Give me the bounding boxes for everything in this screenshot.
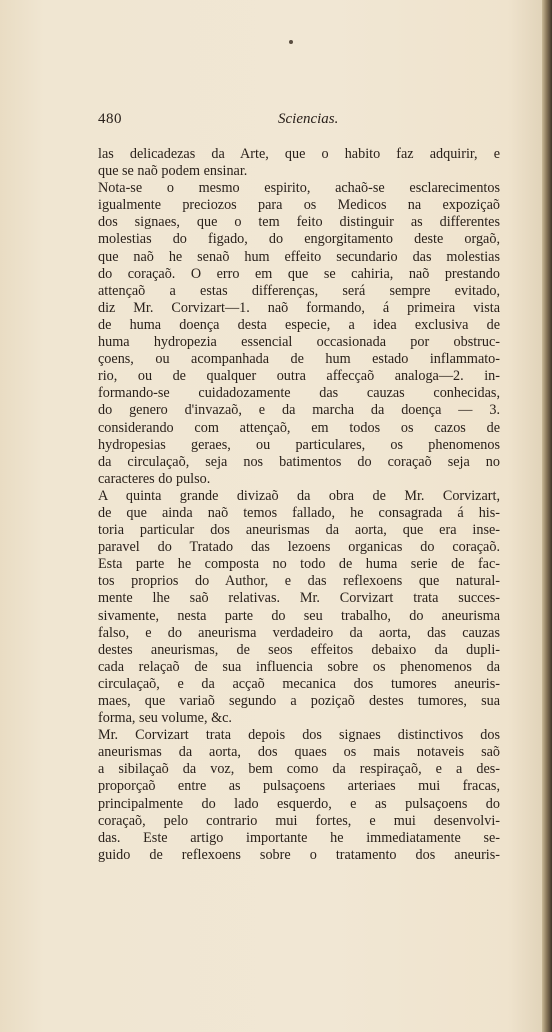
text-line: falso, e do aneurisma verdadeiro da aorta, das cauzas bbox=[98, 624, 500, 641]
text-line: considerando com attençaõ, em todos os cazos de bbox=[98, 419, 500, 436]
text-line: dos signaes, que o tem feito distinguir as differentes bbox=[98, 214, 500, 231]
text-line: las delicadezas da Arte, que o habito faz adquirir, e bbox=[98, 146, 500, 162]
text-line: proporçaõ entre as pulsaçoens arteriaes mui fracas, bbox=[98, 778, 500, 795]
text-line: sivamente, nesta parte do seu trabalho, do aneurisma bbox=[98, 607, 500, 624]
text-line: a sibilaçaõ da voz, bem como da respiraçaõ, e a des- bbox=[98, 761, 500, 778]
text-line: que naõ he senaõ hum effeito secundario das molestias bbox=[98, 248, 500, 265]
text-line: maes, que variaõ segundo a poziçaõ destes tumores, sua bbox=[98, 693, 500, 709]
page-header bbox=[98, 111, 498, 133]
text-line: hydropesias geraes, ou particulares, os phenomenos bbox=[98, 436, 500, 453]
text-line: mente lhe saõ relativas. Mr. Corvizart trata succes- bbox=[98, 590, 500, 607]
text-line: molestias do figado, do engorgitamento deste orgaõ, bbox=[98, 231, 500, 248]
text-line: rio, ou de qualquer outra affecçaõ analoga—2. in- bbox=[98, 368, 500, 385]
text-line: Esta parte he composta no todo de huma serie de fac- bbox=[98, 556, 500, 573]
text-line: das. Este artigo importante he immediatamente se- bbox=[98, 829, 500, 846]
text-line: paravel do Tratado das lezoens organicas do coraçaõ. bbox=[98, 539, 500, 556]
text-line: çoens, ou acompanhada de hum estado inflammato- bbox=[98, 351, 500, 368]
text-line: tos proprios do Author, e das reflexoens que natural- bbox=[98, 573, 500, 590]
text-line: de que ainda naõ temos fallado, he consagrada á his- bbox=[98, 504, 500, 521]
book-gutter-shadow bbox=[542, 0, 552, 1032]
text-line: huma hydropezia essencial occasionada por obstruc- bbox=[98, 334, 500, 351]
text-line: igualmente preciozos para os Medicos na expoziçaõ bbox=[98, 197, 500, 214]
text-line: que se naõ podem ensinar. bbox=[98, 163, 248, 180]
text-line: Mr. Corvizart trata depois dos signaes distinctivos dos bbox=[98, 727, 500, 744]
text-line: principalmente do lado esquerdo, e as pulsaçoens do bbox=[98, 795, 500, 812]
text-line: toria particular dos aneurismas da aorta, que era inse- bbox=[98, 522, 500, 539]
text-line: formando-se cuidadozamente das cauzas conhecidas, bbox=[98, 385, 500, 402]
text-line: circulaçaõ, e da acçaõ mecanica dos tumores aneuris- bbox=[98, 675, 500, 692]
text-line: coraçaõ, pelo contrario mui fortes, e mui desenvolvi- bbox=[98, 812, 500, 829]
text-line: aneurismas da aorta, dos quaes os mais notaveis saõ bbox=[98, 744, 500, 761]
text-line: forma, seu volume, &c. bbox=[98, 710, 232, 727]
text-line: destes aneurismas, de seos effeitos debaixo da dupli- bbox=[98, 641, 500, 658]
text-line: guido de reflexoens sobre o tratamento dos aneuris- bbox=[98, 846, 500, 863]
body-text bbox=[98, 146, 500, 864]
text-line: do genero d'invazaõ, e da marcha da doença — 3. bbox=[98, 402, 500, 419]
text-line: A quinta grande divizaõ da obra de Mr. Corvizart, bbox=[98, 487, 500, 504]
text-line: cada relaçaõ de sua influencia sobre os phenomenos da bbox=[98, 658, 500, 675]
text-line: de huma doença desta especie, a idea exclusiva de bbox=[98, 316, 500, 333]
text-line: Nota-se o mesmo espirito, achaõ-se esclarecimentos bbox=[98, 180, 500, 197]
text-line: caracteres do pulso. bbox=[98, 470, 211, 487]
page-number: 480 bbox=[98, 111, 122, 127]
text-line: diz Mr. Corvizart—1. naõ formando, á primeira vista bbox=[98, 299, 500, 316]
text-line: attençaõ a estas differenças, será sempre evitado, bbox=[98, 282, 500, 299]
text-line: da circulaçaõ, seja nos batimentos do coraçaõ seja no bbox=[98, 453, 500, 470]
ink-speck bbox=[289, 40, 293, 44]
running-title: Sciencias. bbox=[278, 111, 339, 127]
text-line: do coraçaõ. O erro em que se cahiria, naõ prestando bbox=[98, 265, 500, 282]
